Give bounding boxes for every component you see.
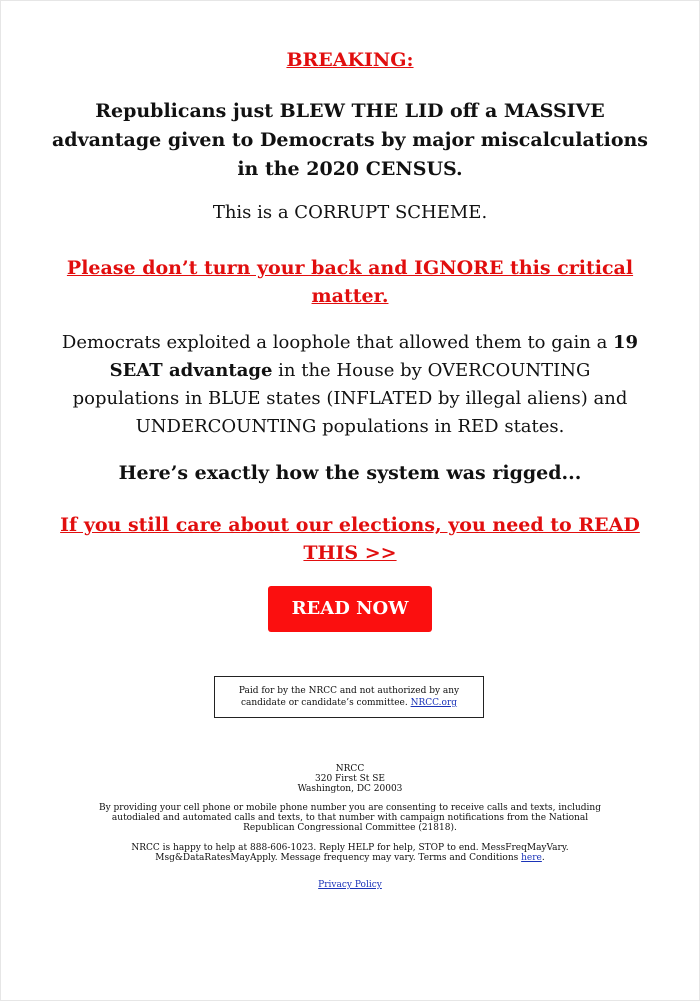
paid-for-disclaimer [214,676,484,718]
nrcc-org-link[interactable]: NRCC.org [410,698,458,708]
help-text-body: NRCC is happy to help at 888-606-1023. Reply HELP for help, STOP to end. MessFreqMayVary. Msg&DataRatesMayApply. Message frequency may vary. Terms and Conditions [131,843,569,863]
plea-link[interactable]: Please don’t turn your back and IGNORE this critical matter. [66,257,634,307]
footer-org: NRCC [335,764,365,774]
body-text-bold: 19 SEAT advantage [109,332,639,381]
privacy-policy-link[interactable]: Privacy Policy [318,880,382,890]
privacy-section [0,880,700,890]
footer-street: 320 First St SE [315,774,385,784]
footer-address [0,764,700,794]
read-now-button[interactable]: READ NOW [268,586,432,632]
breaking-label: BREAKING: [286,49,414,71]
disclaimer-line2: candidate or candidate’s committee. [240,698,411,708]
terms-here-link[interactable]: here [521,853,542,863]
body-paragraph [60,329,640,441]
disclaimer-line1: Paid for by the NRCC and not authorized by any [238,686,460,696]
help-text-end: . [541,853,545,863]
rigged-line: Here’s exactly how the system was rigged... [118,462,582,484]
read-this-link[interactable]: If you still care about our elections, you need to READ THIS >> [60,514,640,564]
footer-city: Washington, DC 20003 [297,784,403,794]
body-text-part1: Democrats exploited a loophole that allowed them to gain a [61,332,614,353]
body-text-part2: in the House by OVERCOUNTING populations in BLUE states (INFLATED by illegal aliens) and UNDERCOUNTING populations in RED states. [72,360,628,437]
sms-consent-text: By providing your cell phone or mobile phone number you are consenting to receive calls and texts, including autodialed and automated calls and texts, to that number with campaign notifications from the National Republican Congressional Committee (21818). [98,803,601,833]
headline: Republicans just BLEW THE LID off a MASSIVE advantage given to Democrats by major miscalculations in the 2020 CENSUS. [51,100,648,180]
corrupt-scheme-line: This is a CORRUPT SCHEME. [212,202,488,223]
help-text [95,843,605,863]
